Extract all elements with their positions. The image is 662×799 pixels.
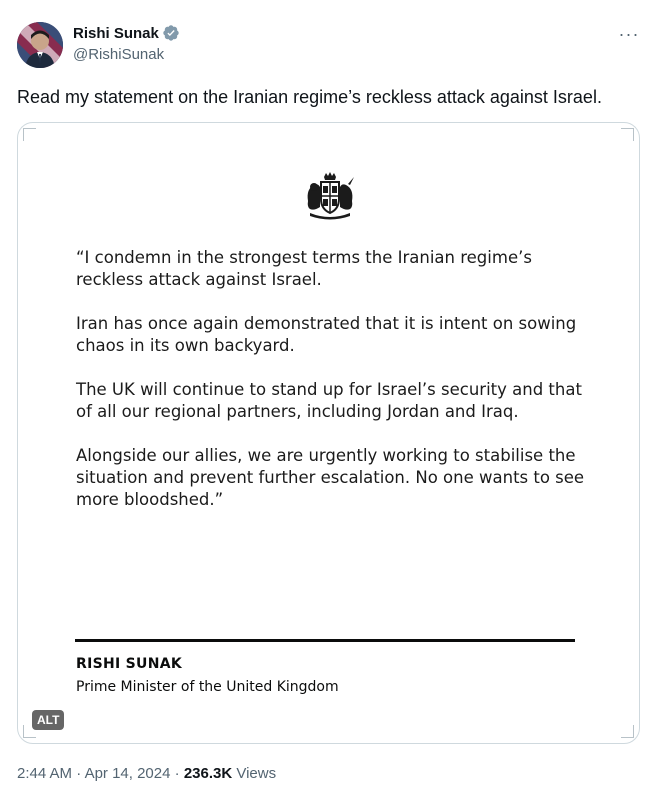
statement-paragraph: Alongside our allies, we are urgently working to stabilise the situation and prevent further escalation. No one wants to see more bloodshed.” [76,446,585,509]
meta-separator: · [170,765,184,782]
royal-coat-of-arms-icon [302,171,358,221]
more-icon: ··· [618,23,640,44]
more-options-button[interactable] [615,22,643,46]
media-image[interactable] [17,122,640,744]
signature-name: RISHI SUNAK [76,656,183,672]
alt-text-badge[interactable]: ALT [32,710,64,730]
statement-paragraph: “I condemn in the strongest terms the Iranian regime’s reckless attack against Israel. [76,248,532,289]
tweet-metadata [17,765,276,782]
crop-corner-decoration [621,725,634,738]
author-handle[interactable]: @RishiSunak [73,46,165,63]
views-count[interactable]: 236.3K [183,765,233,782]
tweet-text: Read my statement on the Iranian regime’s reckless attack against Israel. [17,87,602,107]
statement-paragraph: The UK will continue to stand up for Israel’s security and that of all our regional partners, including Jordan and Iraq. [76,380,582,421]
statement-text [76,247,596,533]
views-label: Views [232,765,277,782]
signature-divider [75,639,575,642]
signature-title: Prime Minister of the United Kingdom [76,679,339,695]
verified-badge-icon[interactable] [162,24,180,42]
tweet-time[interactable]: 2:44 AM [17,765,73,782]
crop-corner-decoration [621,128,634,141]
tweet-date[interactable]: Apr 14, 2024 [84,765,171,782]
statement-paragraph: Iran has once again demonstrated that it is intent on sowing chaos in its own backyard. [76,314,577,355]
avatar[interactable] [17,22,63,68]
author-name-text[interactable]: Rishi Sunak [73,24,159,42]
author-name[interactable] [73,24,180,42]
crop-corner-decoration [23,128,36,141]
meta-separator: · [72,765,85,782]
